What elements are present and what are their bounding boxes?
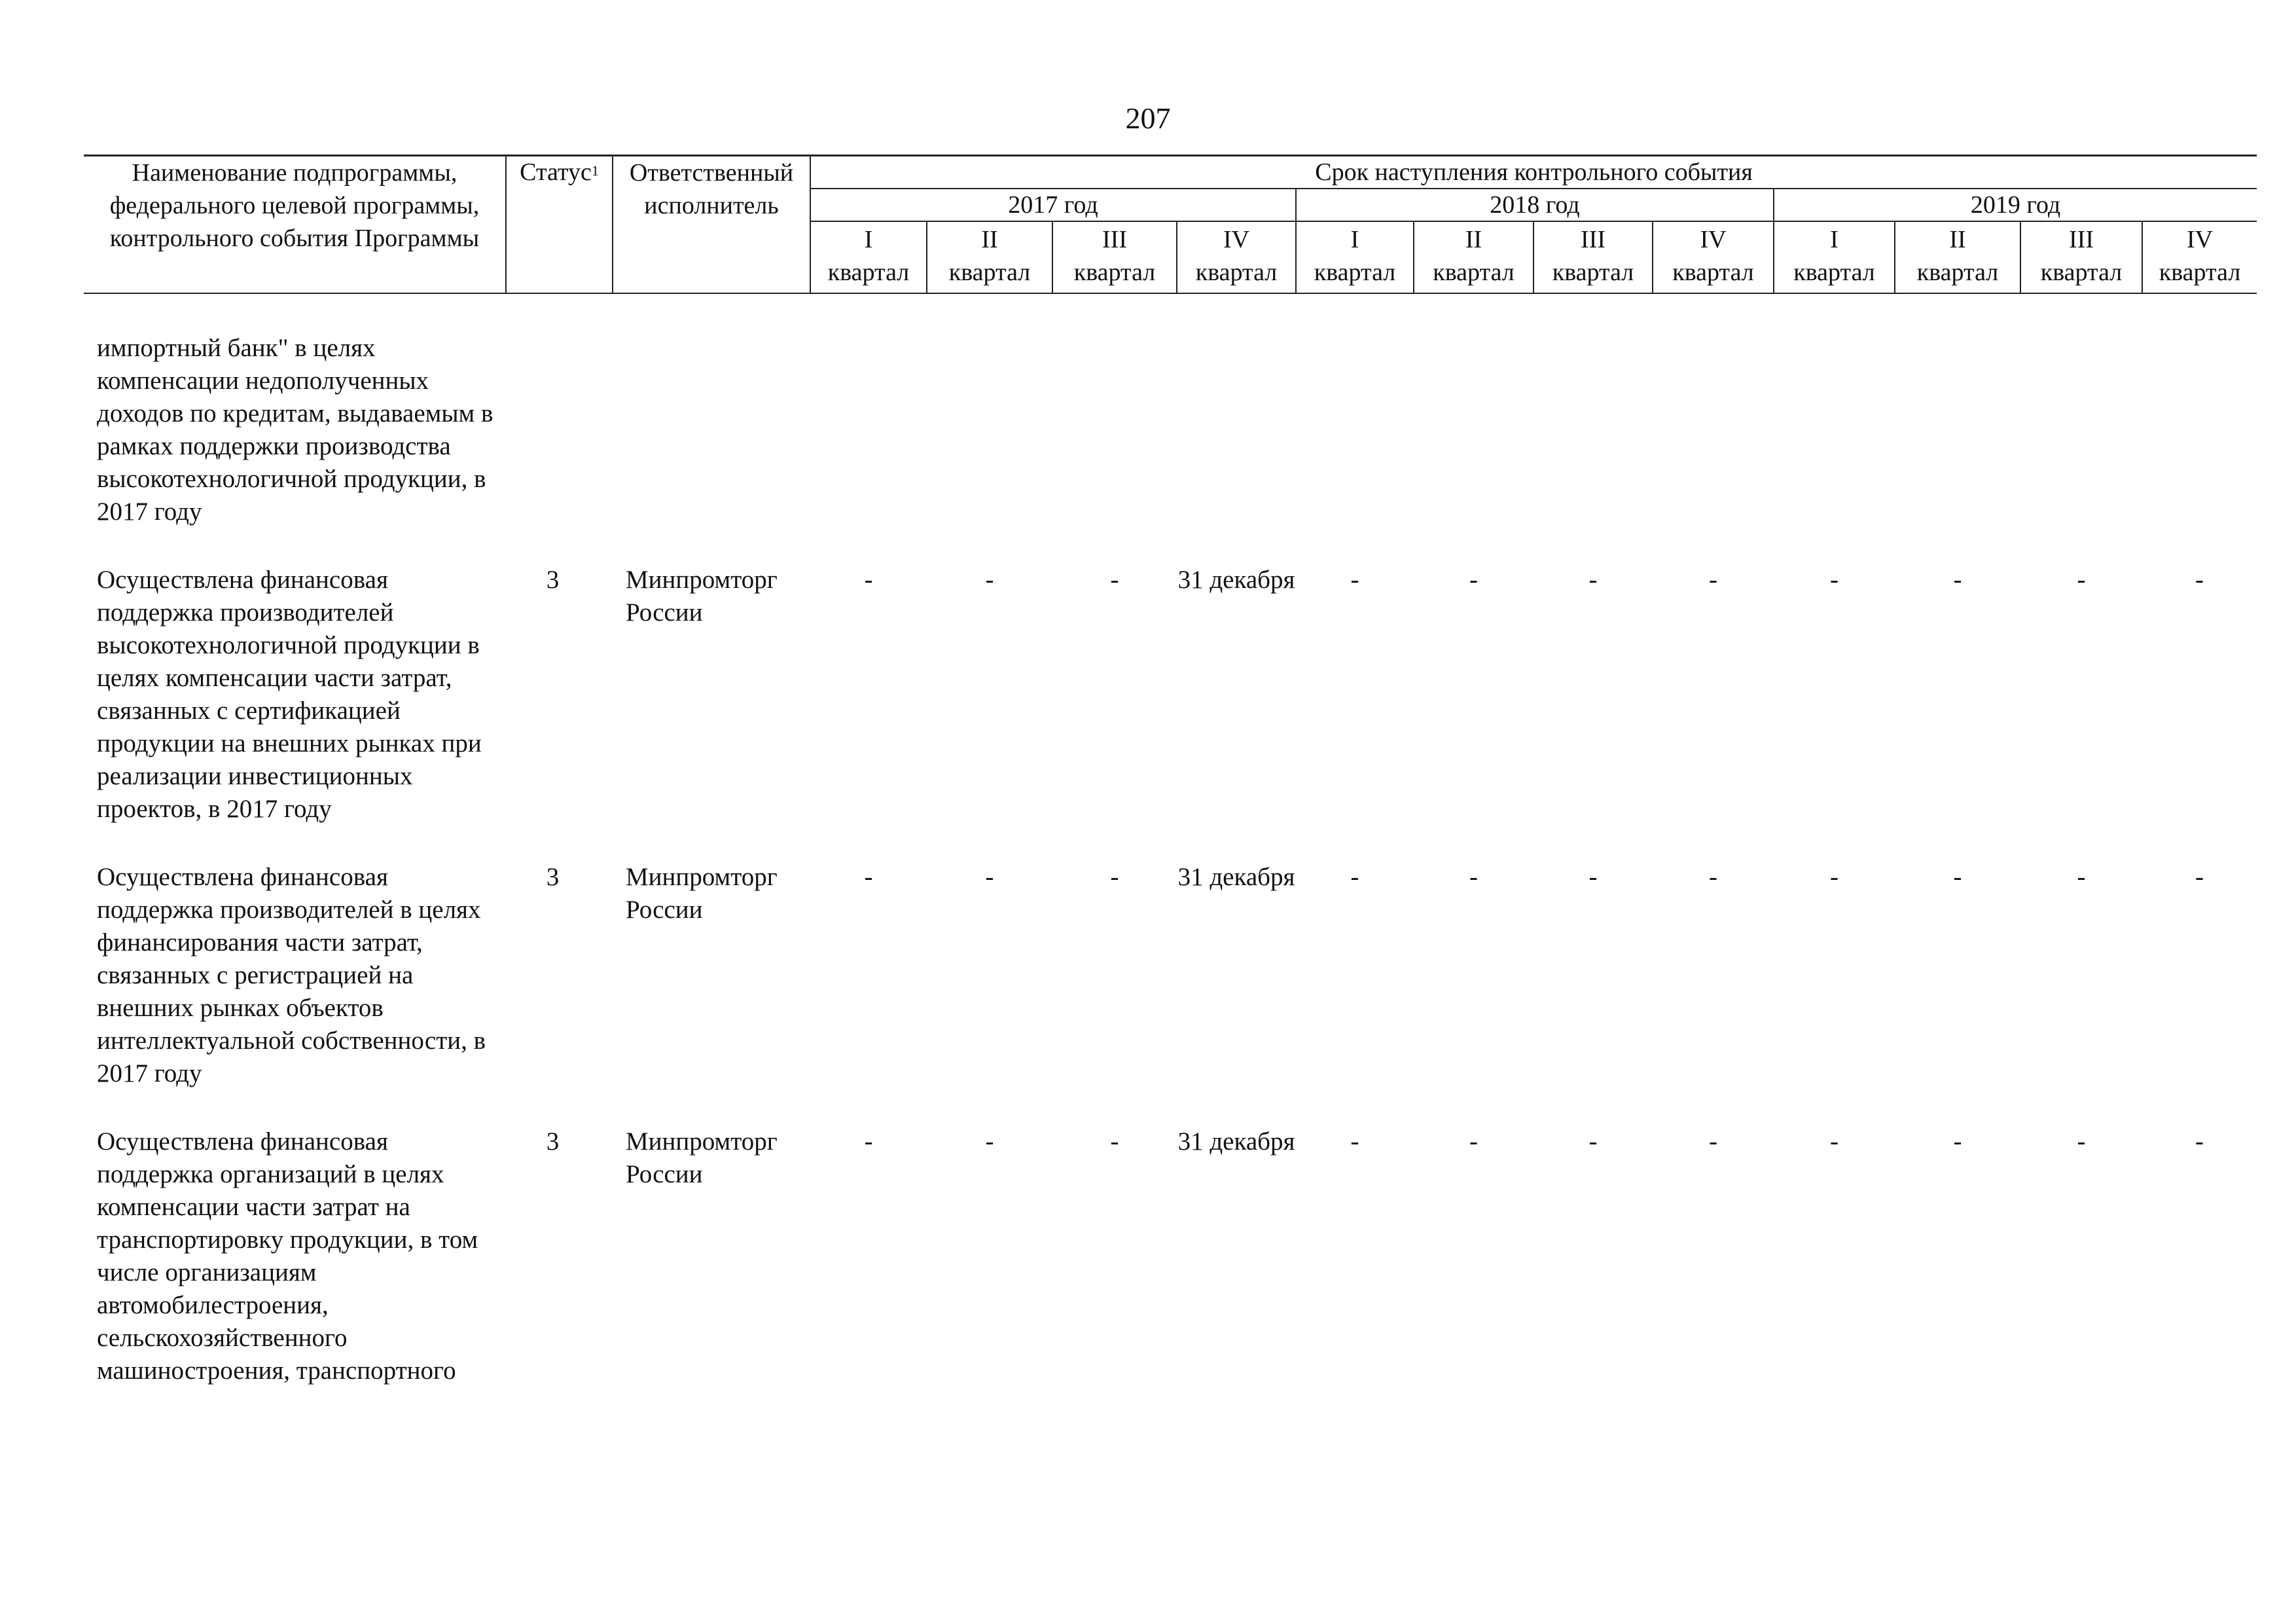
deadline-cell: - — [1350, 863, 1359, 891]
quarter-word: квартал — [948, 259, 1031, 286]
executor-cell: Минпромторг России — [626, 1127, 778, 1188]
deadline-cell — [927, 332, 1052, 564]
quarter-numeral: III — [1581, 226, 1605, 253]
header-event-deadline: Срок наступления контрольного события — [810, 156, 2257, 189]
deadline-cell: - — [2077, 566, 2086, 594]
header-quarter — [1296, 221, 1414, 293]
quarter-numeral: IV — [1223, 226, 1250, 253]
header-executor: Ответственный исполнитель — [613, 156, 810, 294]
deadline-cell: - — [1953, 863, 1962, 891]
header-year-2019: 2019 год — [1774, 189, 2257, 221]
quarter-word: квартал — [1672, 259, 1754, 286]
quarter-word: квартал — [1314, 259, 1396, 286]
quarter-numeral: II — [1949, 226, 1966, 253]
deadline-cell: - — [1588, 566, 1598, 594]
deadline-cell: 31 декабря — [1177, 863, 1295, 891]
deadline-cell: - — [1469, 863, 1478, 891]
quarter-word: квартал — [1073, 259, 1156, 286]
control-events-table — [84, 155, 2257, 1423]
deadline-cell — [2142, 332, 2257, 564]
deadline-cell: - — [1709, 1127, 1717, 1156]
deadline-cell: - — [985, 863, 994, 891]
deadline-cell: - — [1469, 1127, 1478, 1156]
quarter-numeral: I — [864, 226, 873, 253]
deadline-cell: - — [1709, 863, 1717, 891]
quarter-numeral: IV — [1700, 226, 1727, 253]
deadline-cell: - — [1469, 566, 1478, 594]
deadline-cell — [1534, 332, 1653, 564]
deadline-cell — [1653, 332, 1774, 564]
deadline-cell: - — [1110, 863, 1119, 891]
deadline-cell: - — [1953, 1127, 1962, 1156]
header-quarter — [927, 221, 1052, 293]
event-name-cell: импортный банк" в целях компенсации недополученных доходов по кредитам, выдаваемым в рамках поддержки производства высокотехнологичной продукции, в 2017 году — [97, 334, 493, 526]
deadline-cell — [1774, 332, 1895, 564]
quarter-numeral: I — [1830, 226, 1839, 253]
header-quarter — [1177, 221, 1296, 293]
quarter-numeral: II — [981, 226, 998, 253]
quarter-word: квартал — [1916, 259, 1999, 286]
header-quarter — [1534, 221, 1653, 293]
header-status-label: Статус — [520, 158, 592, 186]
quarter-word: квартал — [1195, 259, 1278, 286]
status-cell — [506, 332, 613, 564]
deadline-cell: - — [1953, 566, 1962, 594]
quarter-word: квартал — [2040, 259, 2123, 286]
event-name-cell: Осуществлена финансовая поддержка организаций в целях компенсации части затрат на транспортировку продукции, в том числе организациям автомобилестроения, сельскохозяйственного машиностроения, транспортного — [97, 1127, 478, 1385]
header-quarter — [1895, 221, 2020, 293]
deadline-cell: - — [2195, 1127, 2204, 1156]
quarter-word: квартал — [827, 259, 910, 286]
header-status — [506, 156, 613, 294]
quarter-word: квартал — [1433, 259, 1515, 286]
quarter-numeral: IV — [2186, 226, 2214, 253]
status-footnote-mark: 1 — [591, 162, 599, 179]
deadline-cell: - — [1350, 1127, 1359, 1156]
executor-cell: Минпромторг России — [626, 566, 778, 627]
deadline-cell: - — [2077, 863, 2086, 891]
header-quarter — [1653, 221, 1774, 293]
deadline-cell — [1296, 332, 1414, 564]
quarter-word: квартал — [1552, 259, 1634, 286]
header-year-2017: 2017 год — [810, 189, 1296, 221]
table-row — [84, 564, 2257, 861]
deadline-cell: - — [1110, 1127, 1119, 1156]
deadline-cell: - — [985, 566, 994, 594]
deadline-cell: - — [1588, 1127, 1598, 1156]
quarter-word: квартал — [2159, 259, 2241, 286]
deadline-cell: 31 декабря — [1177, 1127, 1295, 1156]
quarter-numeral: III — [2069, 226, 2094, 253]
deadline-cell: - — [1709, 566, 1717, 594]
deadline-cell: - — [1110, 566, 1119, 594]
status-cell: 3 — [546, 863, 560, 891]
quarter-numeral: I — [1350, 226, 1359, 253]
deadline-cell: - — [864, 863, 873, 891]
quarter-numeral: III — [1102, 226, 1127, 253]
executor-cell: Минпромторг России — [626, 863, 778, 924]
deadline-cell: - — [1830, 1127, 1839, 1156]
deadline-cell: - — [2195, 863, 2204, 891]
deadline-cell: - — [864, 1127, 873, 1156]
quarter-numeral: II — [1465, 226, 1482, 253]
executor-cell — [613, 332, 810, 564]
deadline-cell: - — [1830, 566, 1839, 594]
page-number: 207 — [1125, 101, 1171, 135]
deadline-cell — [2020, 332, 2142, 564]
header-quarter — [1052, 221, 1177, 293]
deadline-cell: - — [1588, 863, 1598, 891]
header-quarter — [2020, 221, 2142, 293]
deadline-cell: - — [2195, 566, 2204, 594]
deadline-cell: - — [2077, 1127, 2086, 1156]
header-quarter — [2142, 221, 2257, 293]
deadline-cell: - — [864, 566, 873, 594]
deadline-cell: - — [1830, 863, 1839, 891]
deadline-cell — [810, 332, 927, 564]
event-name-cell: Осуществлена финансовая поддержка производителей высокотехнологичной продукции в целях компенсации части затрат, связанных с сертификацией продукции на внешних рынках при реализации инвестиционных проектов, в 2017 году — [97, 566, 482, 823]
deadline-cell: 31 декабря — [1177, 566, 1295, 594]
status-cell: 3 — [546, 1127, 560, 1156]
deadline-cell — [1177, 332, 1296, 564]
deadline-cell — [1414, 332, 1534, 564]
event-name-cell: Осуществлена финансовая поддержка производителей в целях финансирования части затрат, связанных с регистрацией на внешних рынках объектов интеллектуальной собственности, в 2017 году — [97, 863, 486, 1087]
deadline-cell — [1895, 332, 2020, 564]
deadline-cell: - — [1350, 566, 1359, 594]
header-quarter — [1774, 221, 1895, 293]
deadline-cell: - — [985, 1127, 994, 1156]
table-row — [84, 1125, 2257, 1423]
table-row — [84, 861, 2257, 1125]
status-cell: 3 — [546, 566, 560, 594]
deadline-cell — [1052, 332, 1177, 564]
header-quarter — [810, 221, 927, 293]
quarter-word: квартал — [1793, 259, 1875, 286]
header-quarter — [1414, 221, 1534, 293]
header-year-2018: 2018 год — [1296, 189, 1774, 221]
table-row — [84, 332, 2257, 564]
header-name: Наименование подпрограммы, федерального целевой программы, контрольного события Программы — [84, 156, 506, 294]
